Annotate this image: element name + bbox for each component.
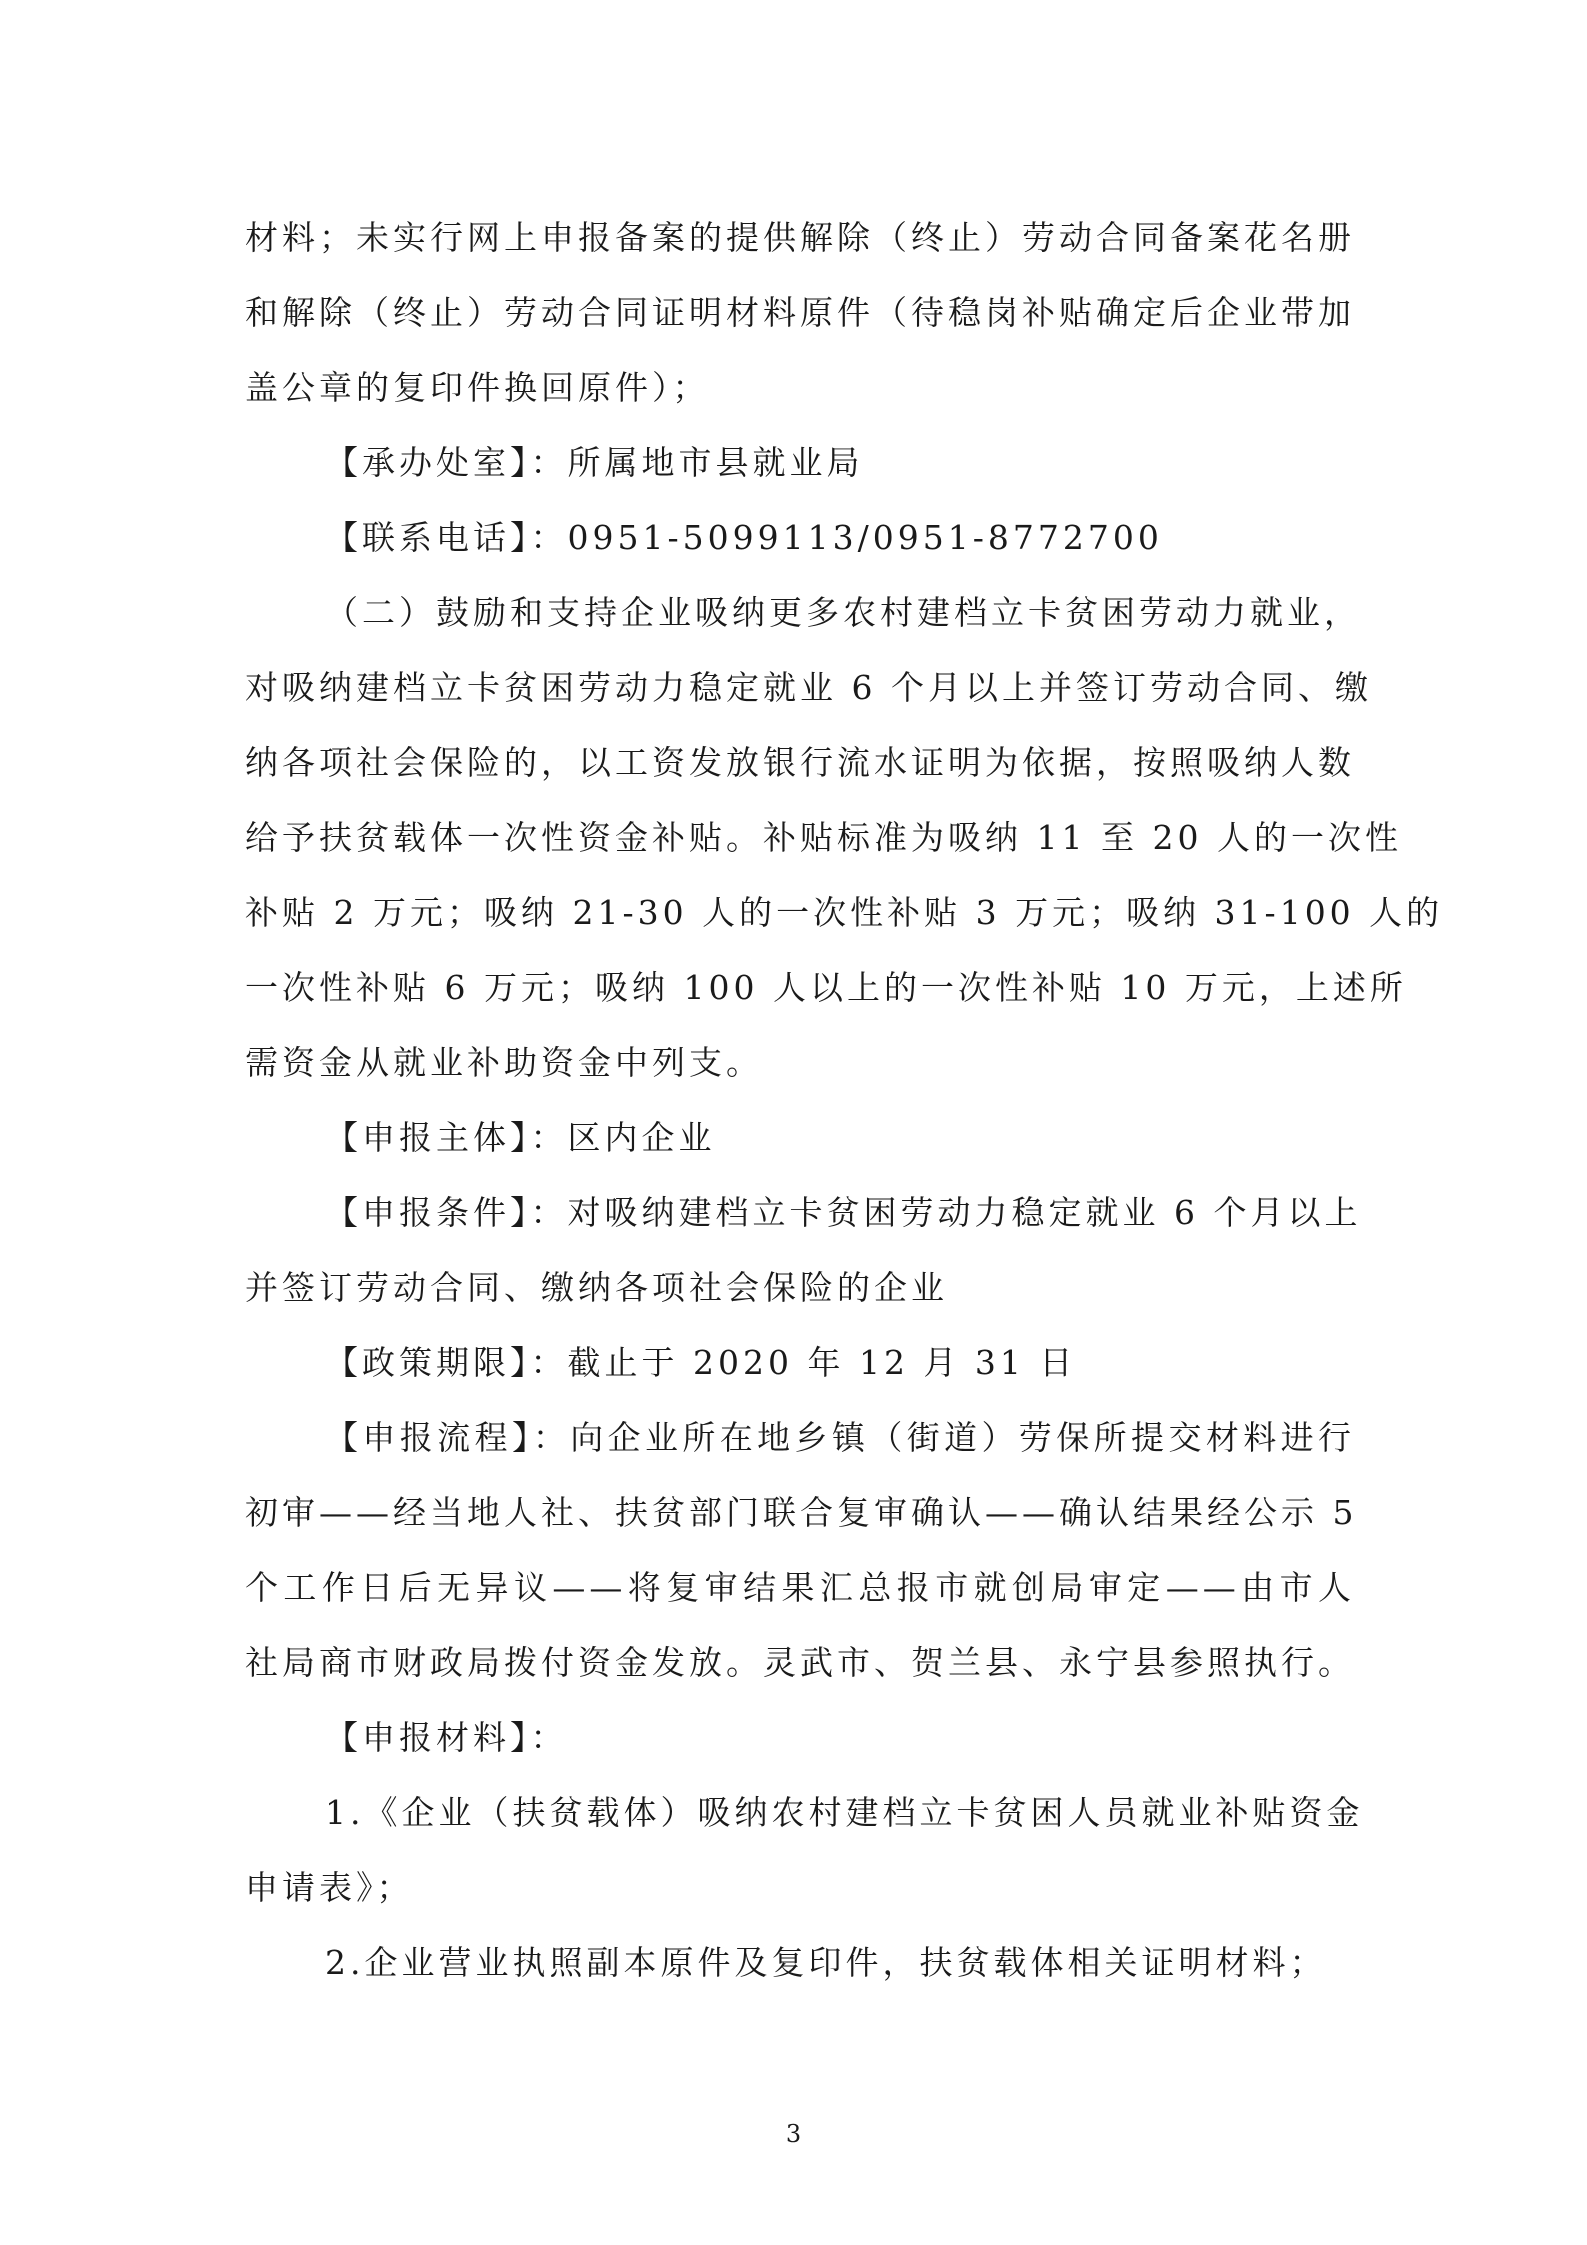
text-line: 给予扶贫载体一次性资金补贴。补贴标准为吸纳 11 至 20 人的一次性 xyxy=(245,818,1402,857)
process-line: 【申报流程】：向企业所在地乡镇（街道）劳保所提交材料进行 xyxy=(325,1418,1355,1457)
text-line: 初审——经当地人社、扶贫部门联合复审确认——确认结果经公示 5 xyxy=(245,1493,1358,1532)
page-number: 3 xyxy=(785,2120,802,2148)
conditions-line: 【申报条件】：对吸纳建档立卡贫困劳动力稳定就业 6 个月以上 xyxy=(325,1193,1362,1232)
text-line: 材料；未实行网上申报备案的提供解除（终止）劳动合同备案花名册 xyxy=(245,218,1355,257)
text-line: 和解除（终止）劳动合同证明材料原件（待稳岗补贴确定后企业带加 xyxy=(245,293,1355,332)
applicant-line: 【申报主体】：区内企业 xyxy=(325,1118,716,1157)
text-line: 补贴 2 万元；吸纳 21-30 人的一次性补贴 3 万元；吸纳 31-100 人的 xyxy=(245,893,1444,932)
text-line: 盖公章的复印件换回原件）； xyxy=(245,368,710,407)
text-line: 个工作日后无异议——将复审结果汇总报市就创局审定——由市人 xyxy=(245,1568,1355,1607)
material-item-line: 1.《企业（扶贫载体）吸纳农村建档立卡贫困人员就业补贴资金 xyxy=(325,1793,1364,1832)
policy-period-line: 【政策期限】：截止于 2020 年 12 月 31 日 xyxy=(325,1343,1077,1382)
text-line: 对吸纳建档立卡贫困劳动力稳定就业 6 个月以上并签订劳动合同、缴 xyxy=(245,668,1372,707)
materials-heading-line: 【申报材料】： xyxy=(325,1718,568,1757)
document-body xyxy=(245,200,1444,2000)
text-line: 一次性补贴 6 万元；吸纳 100 人以上的一次性补贴 10 万元，上述所 xyxy=(245,968,1407,1007)
text-line: 社局商市财政局拨付资金发放。灵武市、贺兰县、永宁县参照执行。 xyxy=(245,1643,1355,1682)
text-line: 纳各项社会保险的，以工资发放银行流水证明为依据，按照吸纳人数 xyxy=(245,743,1355,782)
section-heading-line: （二）鼓励和支持企业吸纳更多农村建档立卡贫困劳动力就业， xyxy=(325,593,1361,632)
material-item-line: 2.企业营业执照副本原件及复印件，扶贫载体相关证明材料； xyxy=(325,1943,1327,1982)
text-line: 需资金从就业补助资金中列支。 xyxy=(245,1043,763,1082)
text-line: 申请表》； xyxy=(245,1868,414,1907)
contact-phone-line: 【联系电话】：0951-5099113/0951-8772700 xyxy=(325,518,1163,557)
text-line: 并签订劳动合同、缴纳各项社会保险的企业 xyxy=(245,1268,948,1307)
handling-office-line: 【承办处室】：所属地市县就业局 xyxy=(325,443,864,482)
